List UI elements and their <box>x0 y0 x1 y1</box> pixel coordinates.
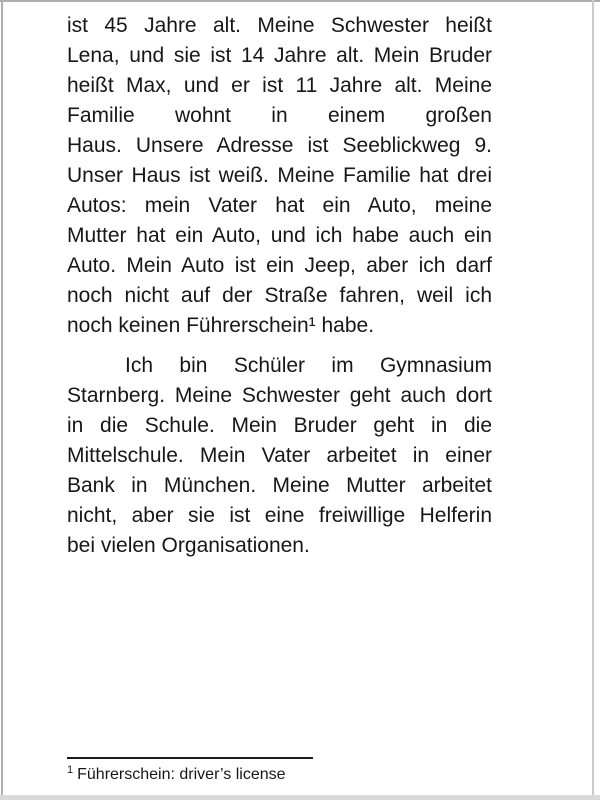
text-line: noch keinen Führerschein¹ habe. <box>67 314 375 337</box>
text-line: Familie wohnt in einem großen <box>67 104 492 127</box>
text-line: Ich bin Schüler im Gymnasium <box>125 354 492 377</box>
footnote-text: Führerschein: driver’s license <box>77 766 286 783</box>
text-line: in die Schule. Mein Bruder geht in die <box>67 414 492 437</box>
paragraph <box>67 351 492 561</box>
page-edge-left <box>1 0 3 800</box>
text-line: Autos: mein Vater hat ein Auto, meine <box>67 194 492 217</box>
page-edge-right <box>592 0 594 800</box>
text-line: Lena, und sie ist 14 Jahre alt. Mein Bruder <box>67 44 492 67</box>
text-line: nicht, aber sie ist eine freiwillige Helferin <box>67 504 492 527</box>
text-line: Auto. Mein Auto ist ein Jeep, aber ich darf <box>67 254 492 277</box>
text-line: Unser Haus ist weiß. Meine Familie hat drei <box>67 164 492 187</box>
text-line: bei vielen Organisationen. <box>67 534 310 557</box>
footnote-marker: 1 <box>67 763 74 776</box>
text-line: Starnberg. Meine Schwester geht auch dort <box>67 384 492 407</box>
page-edge-bottom <box>0 795 600 800</box>
text-line: Mutter hat ein Auto, und ich habe auch ein <box>67 224 492 247</box>
text-line: heißt Max, und er ist 11 Jahre alt. Meine <box>67 74 492 97</box>
text-line: noch nicht auf der Straße fahren, weil ich <box>67 284 492 307</box>
footnote <box>67 763 517 787</box>
text-line: ist 45 Jahre alt. Meine Schwester heißt <box>67 14 492 37</box>
text-line: Bank in München. Meine Mutter arbeitet <box>67 474 492 497</box>
paragraph <box>67 11 492 341</box>
footnote-separator <box>67 757 313 759</box>
body-text <box>67 11 492 571</box>
text-line: Mittelschule. Mein Vater arbeitet in einer <box>67 444 492 467</box>
page-edge-top <box>0 0 600 2</box>
text-line: Haus. Unsere Adresse ist Seeblickweg 9. <box>67 134 492 157</box>
